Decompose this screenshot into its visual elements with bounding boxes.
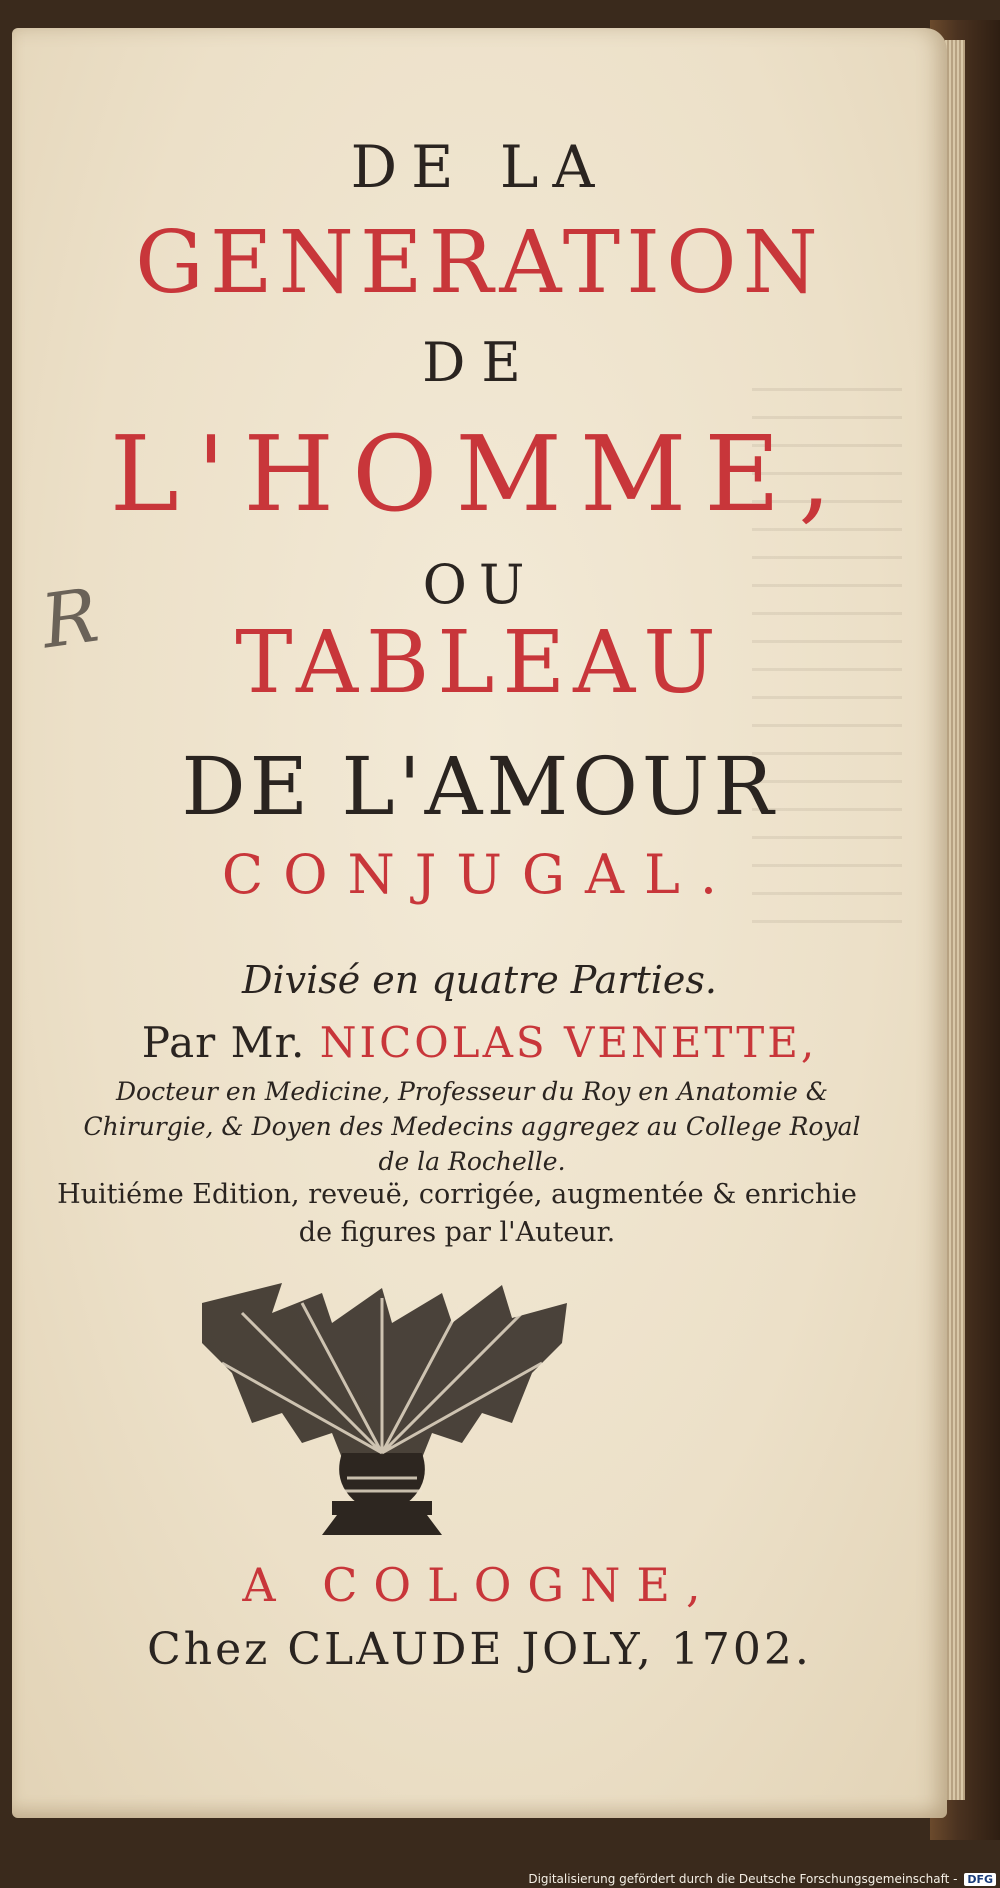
title-line-ou: OU: [422, 553, 537, 616]
imprint-city: A COLOGNE,: [242, 1558, 717, 1612]
margin-handwritten-r: R: [36, 572, 104, 666]
title-line-de-la: DE LA: [350, 133, 609, 201]
title-line-generation: GENERATION: [135, 213, 824, 313]
title-page: [12, 28, 947, 1818]
title-line-de: DE: [422, 331, 537, 394]
edition-statement: Huitiéme Edition, reveuë, corrigée, augmentée & enrichie de figures par l'Auteur.: [57, 1179, 857, 1248]
author-prefix: Par Mr.: [141, 1018, 306, 1067]
dfg-logo: DFG: [964, 1873, 996, 1886]
title-line-homme: L'HOMME,: [109, 413, 850, 535]
digitization-footer: [528, 1872, 996, 1886]
vase-ornament-icon: [182, 1273, 582, 1543]
title-line-de-lamour: DE L'AMOUR: [181, 740, 778, 833]
footer-text: Digitalisierung gefördert durch die Deutsche Forschungsgemeinschaft -: [528, 1872, 958, 1886]
author-line: [12, 1018, 947, 1067]
author-name: NICOLAS VENETTE,: [319, 1018, 818, 1067]
page-stack: [945, 40, 965, 1800]
imprint-publisher: Chez CLAUDE JOLY, 1702.: [147, 1624, 812, 1675]
title-line-conjugal: CONJUGAL.: [221, 843, 738, 906]
subtitle: Divisé en quatre Parties.: [242, 958, 717, 1002]
author-credentials: Docteur en Medicine, Professeur du Roy en Anatomie & Chirurgie, & Doyen des Medecins aggregez au College Royal de la Rochelle.: [83, 1077, 861, 1176]
title-line-tableau: TABLEAU: [235, 613, 724, 713]
